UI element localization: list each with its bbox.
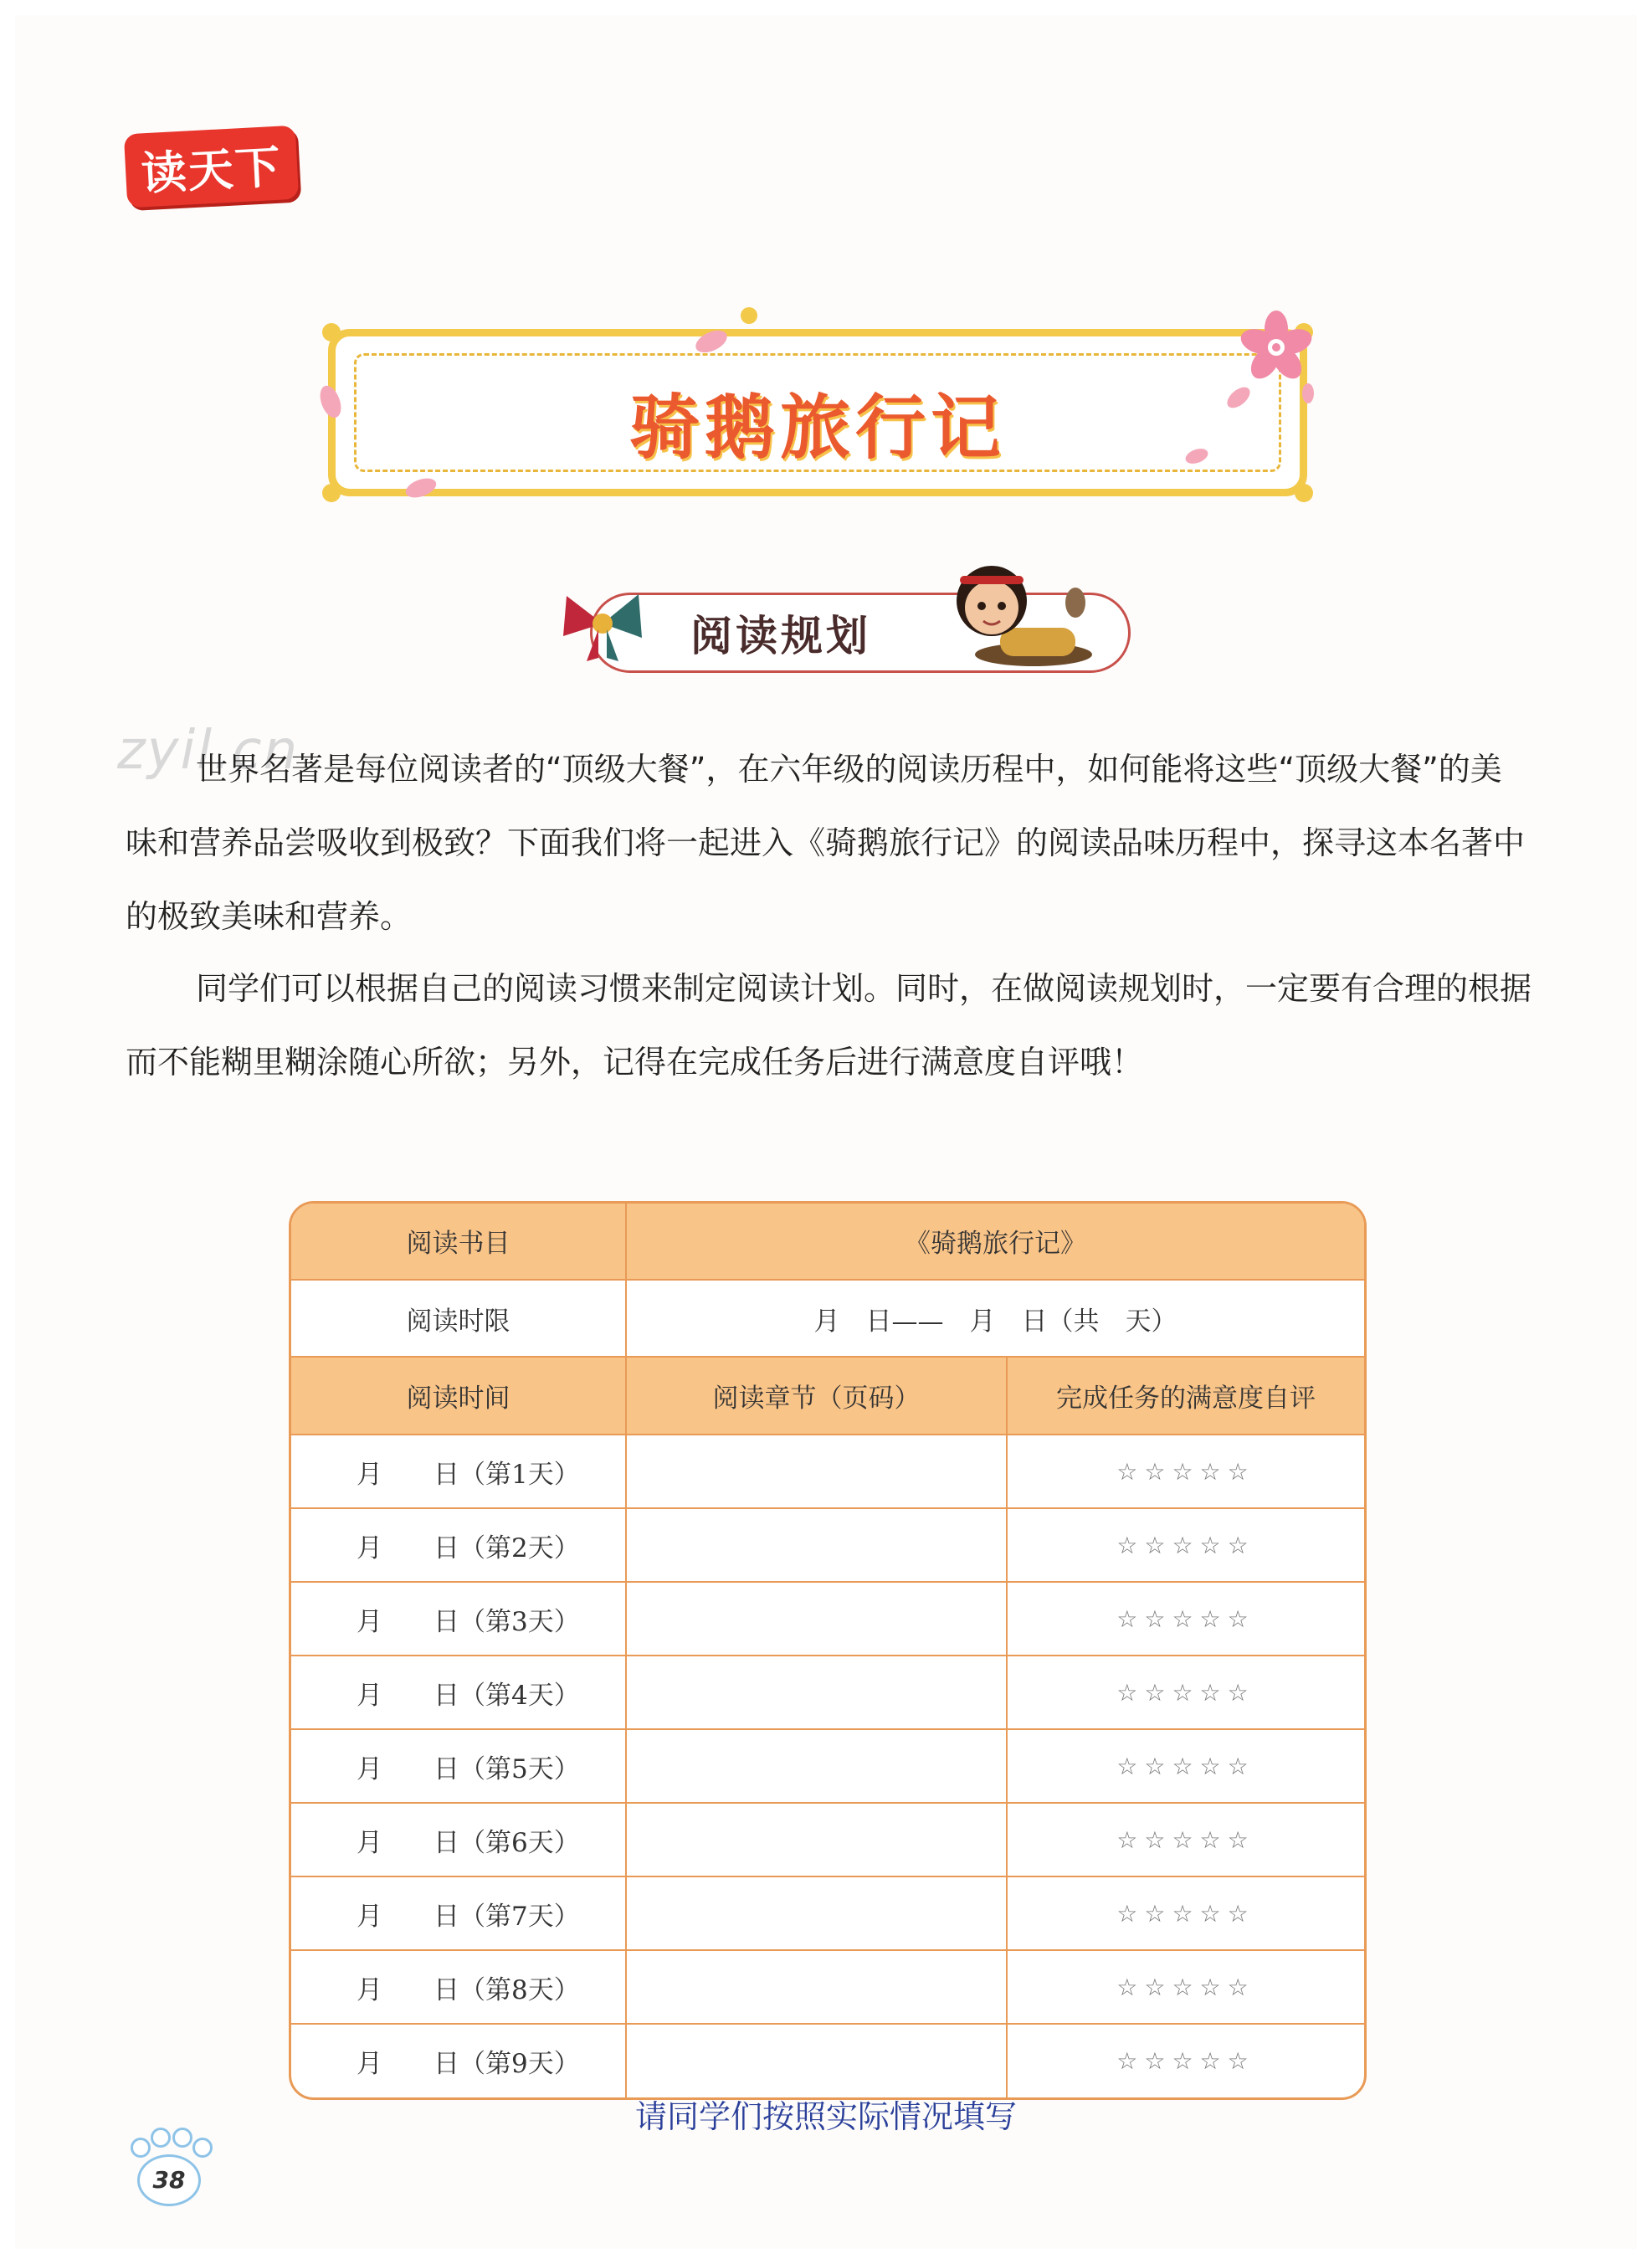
month-label: 月 [357,1680,382,1711]
period-value-field[interactable]: 月 日—— 月 日（共 天） [626,1280,1364,1358]
title-banner [328,329,1307,496]
intro-paragraph-2: 同学们可以根据自己的阅读习惯来制定阅读计划。同时，在做阅读规划时，一定要有合理的根据而不能糊里糊涂随心所欲；另外，记得在完成任务后进行满意度自评哦！ [126,970,1532,1081]
date-cell[interactable] [291,1656,626,1729]
day-label: 日（第3天） [434,1606,580,1637]
month-label: 月 [357,1974,382,2005]
month-label: 月 [357,1532,382,1563]
day-label: 日（第6天） [434,1827,580,1858]
table-row [291,1729,1364,1803]
banner-corner-dot [322,484,341,502]
chapter-input-cell[interactable] [626,2024,1007,2097]
date-cell[interactable] [291,1582,626,1656]
rating-stars[interactable]: ☆☆☆☆☆ [1007,1582,1364,1656]
book-label: 阅读书目 [291,1204,626,1280]
day-label: 日（第2天） [434,1532,580,1563]
date-cell[interactable] [291,1435,626,1508]
table-row [291,1582,1364,1656]
paw-toe-icon [131,2138,151,2158]
reading-plan-label: 阅读规划 [690,612,871,660]
chapter-input-cell[interactable] [626,1435,1007,1508]
reading-plan-table [289,1201,1367,2100]
date-cell[interactable] [291,1508,626,1582]
day-label: 日（第5天） [434,1753,580,1784]
date-cell[interactable] [291,1876,626,1950]
reading-plan-badge [557,578,1142,678]
rating-stars[interactable]: ☆☆☆☆☆ [1007,1803,1364,1876]
month-label: 月 [357,1606,382,1637]
book-value: 《骑鹅旅行记》 [626,1204,1364,1280]
reading-girl-icon [941,552,1092,678]
petal-icon [1295,381,1321,406]
petal-icon [1222,381,1255,414]
date-cell[interactable] [291,1729,626,1803]
column-header-row [291,1357,1364,1435]
date-cell[interactable] [291,2024,626,2097]
table-row [291,1508,1364,1582]
book-row [291,1204,1364,1280]
day-label: 日（第9天） [434,2049,580,2079]
col-header-chapter: 阅读章节（页码） [626,1357,1007,1435]
day-label: 日（第1天） [434,1459,580,1490]
table-row [291,1950,1364,2024]
table-row [291,1803,1364,1876]
month-label: 月 [357,1827,382,1858]
chapter-input-cell[interactable] [626,1876,1007,1950]
rating-stars[interactable]: ☆☆☆☆☆ [1007,1656,1364,1729]
day-label: 日（第7天） [434,1901,580,1932]
page-title: 骑鹅旅行记 [628,386,1006,469]
page-number-badge [126,2126,218,2210]
fill-in-note: 请同学们按照实际情况填写 [634,2098,1017,2135]
banner-corner-dot [1295,484,1313,502]
date-cell[interactable] [291,1803,626,1876]
petal-icon [314,381,347,423]
rating-stars[interactable]: ☆☆☆☆☆ [1007,1729,1364,1803]
petal-icon [690,325,732,358]
chapter-input-cell[interactable] [626,1803,1007,1876]
table-row [291,1876,1364,1950]
col-header-time: 阅读时间 [291,1357,626,1435]
rating-stars[interactable]: ☆☆☆☆☆ [1007,2024,1364,2097]
watermark: zyil.cn [117,720,300,782]
petal-icon [402,473,440,503]
rating-stars[interactable]: ☆☆☆☆☆ [1007,1508,1364,1582]
period-label: 阅读时限 [291,1280,626,1358]
table-row [291,2024,1364,2097]
month-label: 月 [357,1753,382,1784]
intro-paragraph-1: 世界名著是每位阅读者的“顶级大餐”，在六年级的阅读历程中，如何能将这些“顶级大餐”的美味和营养品尝吸收到极致？下面我们将一起进入《骑鹅旅行记》的阅读品味历程中，探寻这本名著中的极致美味和营养。 [126,751,1526,935]
rating-stars[interactable]: ☆☆☆☆☆ [1007,1950,1364,2024]
chapter-input-cell[interactable] [626,1656,1007,1729]
bow-icon [557,578,649,670]
paw-toe-icon [172,2128,192,2148]
period-row [291,1280,1364,1358]
sparkle-dot-icon [736,303,762,328]
day-label: 日（第4天） [434,1680,580,1711]
month-label: 月 [357,1901,382,1932]
date-cell[interactable] [291,1950,626,2024]
flower-icon [1234,305,1318,389]
rating-stars[interactable]: ☆☆☆☆☆ [1007,1435,1364,1508]
chapter-input-cell[interactable] [626,1729,1007,1803]
section-tag-label: 读天下 [140,140,284,200]
chapter-input-cell[interactable] [626,1508,1007,1582]
table-row [291,1656,1364,1729]
section-tag [124,126,299,208]
col-header-rating: 完成任务的满意度自评 [1007,1357,1364,1435]
month-label: 月 [357,2049,382,2079]
chapter-input-cell[interactable] [626,1582,1007,1656]
chapter-input-cell[interactable] [626,1950,1007,2024]
month-label: 月 [357,1459,382,1490]
table-row [291,1435,1364,1508]
banner-corner-dot [322,323,341,341]
petal-icon [1180,444,1213,469]
day-label: 日（第8天） [434,1974,580,2005]
rating-stars[interactable]: ☆☆☆☆☆ [1007,1876,1364,1950]
paw-toe-icon [151,2128,171,2148]
page-number: 38 [152,2166,186,2194]
paw-toe-icon [192,2138,213,2158]
